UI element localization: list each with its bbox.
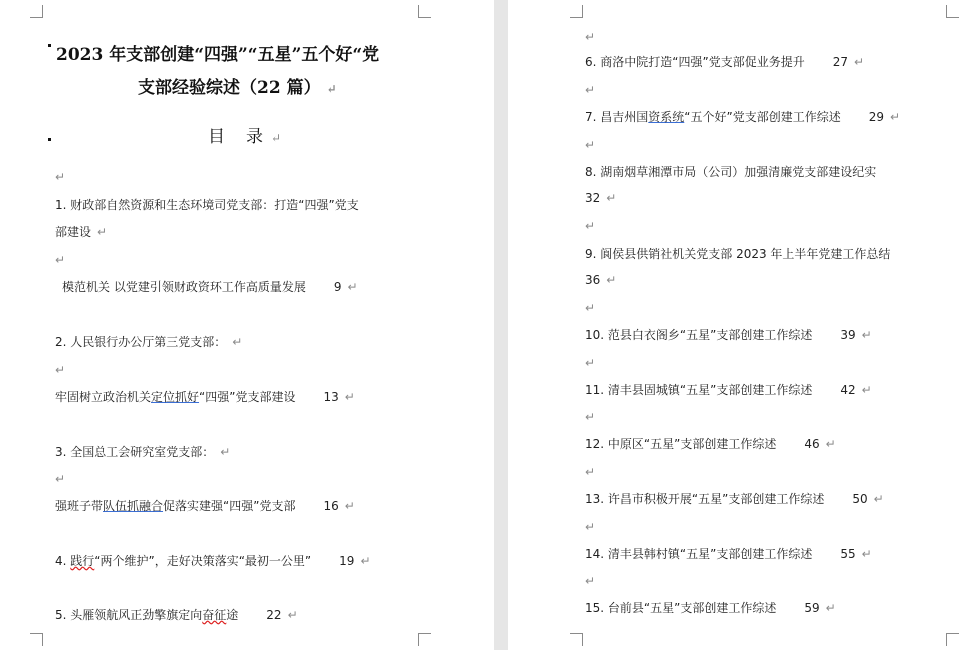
toc-page-number: 42 — [840, 383, 856, 397]
crop-mark — [946, 5, 959, 18]
empty-paragraph: ↵ — [55, 253, 66, 267]
toc-page-number: 55 — [840, 547, 856, 561]
crop-mark — [30, 633, 43, 646]
toc-page-number: 22 — [266, 608, 282, 622]
empty-paragraph: ↵ — [55, 472, 66, 486]
empty-paragraph: ↵ — [585, 465, 596, 479]
toc-entry[interactable]: 9. 阆侯县供销社机关党支部 2023 年上半年党建工作总结 — [585, 247, 891, 261]
toc-heading: 目 录 ↵ — [208, 127, 284, 147]
toc-entry[interactable]: 15. 台前县“五星”支部创建工作综述 59 ↵ — [585, 601, 836, 615]
toc-page-number: 50 — [852, 492, 868, 506]
toc-entry[interactable]: 12. 中原区“五星”支部创建工作综述 46 ↵ — [585, 437, 836, 451]
toc-entry[interactable]: 6. 商洛中院打造“四强”党支部促业务提升 27 ↵ — [585, 55, 865, 69]
right-page — [508, 0, 967, 650]
list-bullet — [48, 44, 51, 47]
empty-paragraph: ↵ — [585, 138, 596, 152]
toc-page-number: 13 — [323, 390, 339, 404]
toc-page-number: 9 — [333, 280, 342, 294]
toc-entry[interactable]: 模范机关 以党建引领财政资环工作高质量发展 9 ↵ — [62, 280, 358, 294]
toc-entry[interactable]: 牢固树立政治机关定位抓好“四强”党支部建设 13 ↵ — [55, 390, 355, 404]
toc-page-number: 59 — [804, 601, 820, 615]
document-title-line-1: 2023 年支部创建“四强”“五星”五个好“党 — [56, 45, 380, 65]
toc-entry[interactable]: 2. 人民银行办公厅第三党支部： ↵ — [55, 335, 243, 349]
empty-paragraph: ↵ — [585, 356, 596, 370]
toc-page-number: 29 — [868, 110, 884, 124]
toc-entry[interactable]: 5. 头雁领航风正劲擎旗定向奋征途 22 ↵ — [55, 608, 298, 622]
toc-entry[interactable]: 部建设 ↵ — [55, 225, 108, 239]
empty-paragraph: ↵ — [55, 363, 66, 377]
toc-entry[interactable]: 13. 许昌市积极开展“五星”支部创建工作综述 50 ↵ — [585, 492, 884, 506]
toc-entry[interactable]: 1. 财政部自然资源和生态环境司党支部：打造“四强”党支 — [55, 198, 359, 212]
crop-mark — [30, 5, 43, 18]
empty-paragraph: ↵ — [585, 301, 596, 315]
crop-mark — [946, 633, 959, 646]
list-bullet — [48, 138, 51, 141]
empty-paragraph: ↵ — [585, 410, 596, 424]
toc-page-number: 39 — [840, 328, 856, 342]
toc-page-number: 19 — [339, 554, 355, 568]
empty-paragraph: ↵ — [585, 574, 596, 588]
toc-entry[interactable]: 强班子带队伍抓融合促落实建强“四强”党支部 16 ↵ — [55, 499, 355, 513]
toc-page-number: 46 — [804, 437, 820, 451]
toc-page-number: 32 ↵ — [585, 191, 617, 205]
toc-entry[interactable]: 4. 践行“两个维护”，走好决策落实“最初一公里” 19 ↵ — [55, 554, 371, 568]
toc-page-number: 36 ↵ — [585, 273, 617, 287]
empty-paragraph: ↵ — [585, 219, 596, 233]
crop-mark — [418, 5, 431, 18]
crop-mark — [570, 5, 583, 18]
empty-paragraph: ↵ — [585, 30, 596, 44]
toc-entry[interactable]: 14. 清丰县韩村镇“五星”支部创建工作综述 55 ↵ — [585, 547, 872, 561]
toc-entry[interactable]: 11. 清丰县固城镇“五星”支部创建工作综述 42 ↵ — [585, 383, 872, 397]
empty-paragraph: ↵ — [55, 170, 66, 184]
empty-paragraph: ↵ — [585, 520, 596, 534]
toc-page-number: 16 — [323, 499, 339, 513]
empty-paragraph: ↵ — [585, 83, 596, 97]
toc-entry[interactable]: 8. 湖南烟草湘潭市局（公司）加强清廉党支部建设纪实 — [585, 165, 877, 179]
crop-mark — [418, 633, 431, 646]
document-title-line-2: 支部经验综述（22 篇） ↵ — [138, 78, 337, 98]
toc-entry[interactable]: 7. 昌吉州国资系统“五个好”党支部创建工作综述 29 ↵ — [585, 110, 901, 124]
toc-entry[interactable]: 3. 全国总工会研究室党支部： ↵ — [55, 445, 231, 459]
page-gap — [494, 0, 508, 650]
crop-mark — [570, 633, 583, 646]
toc-page-number: 27 — [832, 55, 848, 69]
toc-entry[interactable]: 10. 范县白衣阁乡“五星”支部创建工作综述 39 ↵ — [585, 328, 872, 342]
